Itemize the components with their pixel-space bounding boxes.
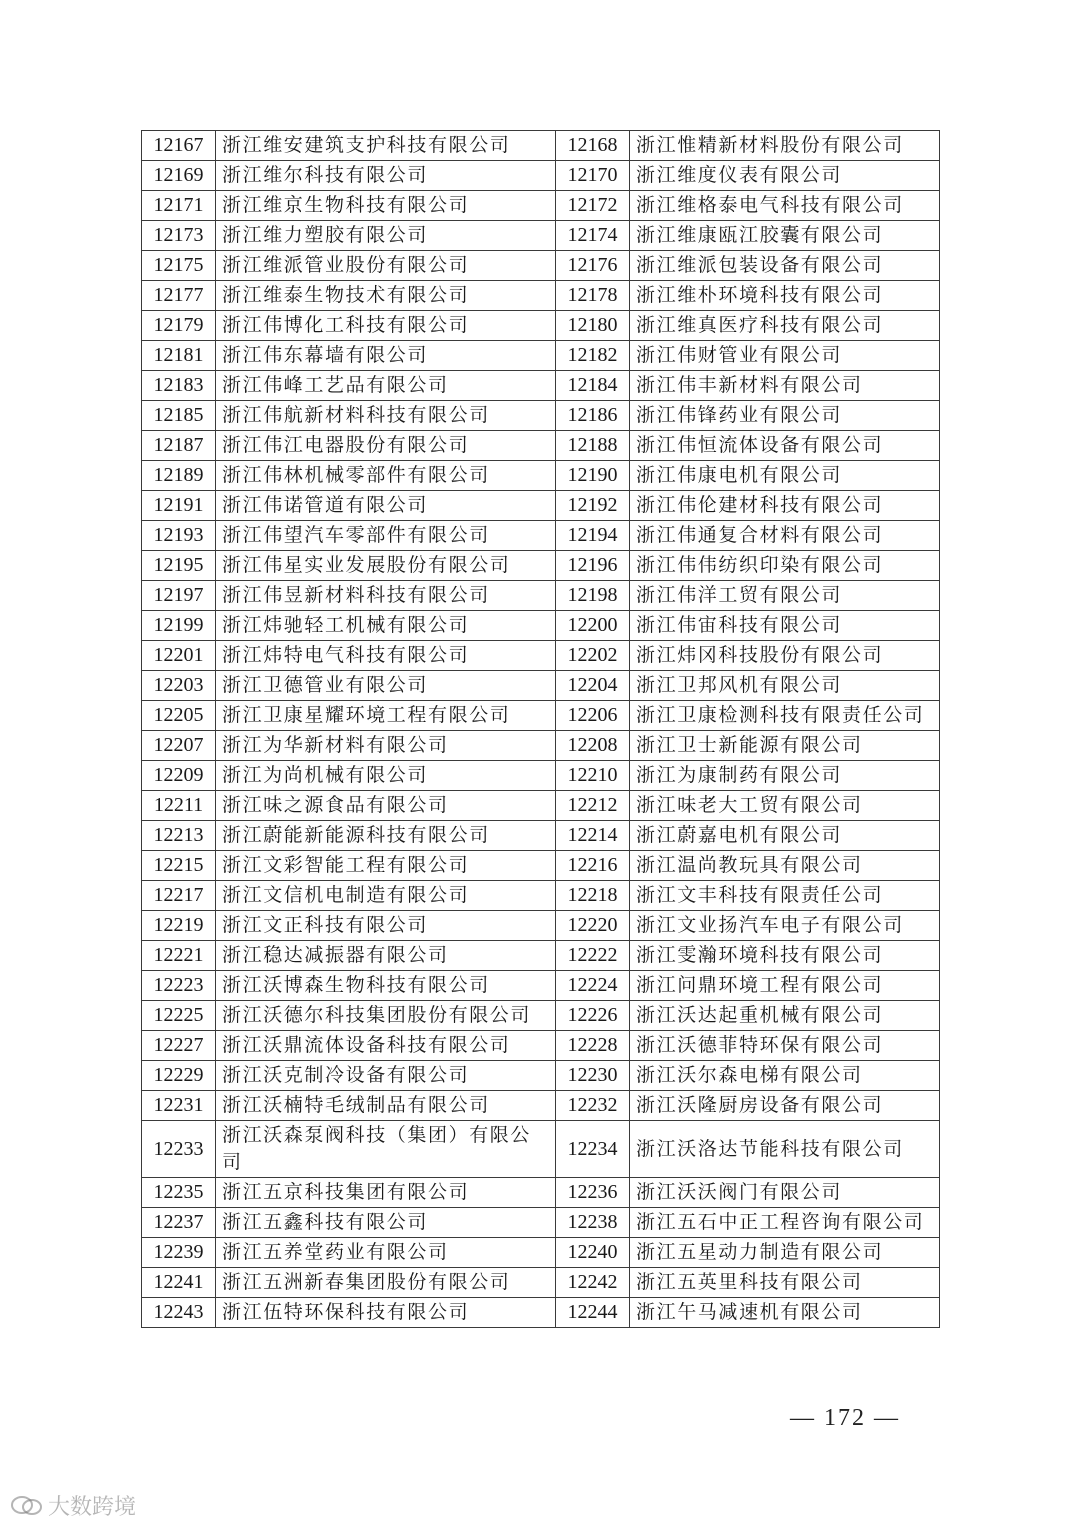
company-number-cell: 12217 bbox=[142, 881, 216, 911]
table-row bbox=[142, 461, 940, 491]
company-number-cell: 12195 bbox=[142, 551, 216, 581]
table-row bbox=[142, 641, 940, 671]
company-name-cell: 浙江雯瀚环境科技有限公司 bbox=[630, 941, 940, 971]
company-name-cell: 浙江沃尔森电梯有限公司 bbox=[630, 1061, 940, 1091]
company-name-cell: 浙江蔚能新能源科技有限公司 bbox=[216, 821, 556, 851]
company-number-cell: 12221 bbox=[142, 941, 216, 971]
company-number-cell: 12168 bbox=[556, 131, 630, 161]
table-row bbox=[142, 761, 940, 791]
company-name-cell: 浙江维安建筑支护科技有限公司 bbox=[216, 131, 556, 161]
table-row bbox=[142, 611, 940, 641]
company-number-cell: 12204 bbox=[556, 671, 630, 701]
company-number-cell: 12201 bbox=[142, 641, 216, 671]
company-number-cell: 12206 bbox=[556, 701, 630, 731]
company-number-cell: 12230 bbox=[556, 1061, 630, 1091]
company-number-cell: 12239 bbox=[142, 1238, 216, 1268]
company-name-cell: 浙江沃隆厨房设备有限公司 bbox=[630, 1091, 940, 1121]
table-row bbox=[142, 311, 940, 341]
company-name-cell: 浙江维力塑胶有限公司 bbox=[216, 221, 556, 251]
company-name-cell: 浙江文信机电制造有限公司 bbox=[216, 881, 556, 911]
table-row bbox=[142, 791, 940, 821]
company-number-cell: 12208 bbox=[556, 731, 630, 761]
company-name-cell: 浙江文正科技有限公司 bbox=[216, 911, 556, 941]
table-body bbox=[142, 131, 940, 1328]
company-number-cell: 12242 bbox=[556, 1268, 630, 1298]
company-name-cell: 浙江味老大工贸有限公司 bbox=[630, 791, 940, 821]
table-row bbox=[142, 521, 940, 551]
company-number-cell: 12225 bbox=[142, 1001, 216, 1031]
company-name-cell: 浙江炜冈科技股份有限公司 bbox=[630, 641, 940, 671]
company-number-cell: 12212 bbox=[556, 791, 630, 821]
company-number-cell: 12226 bbox=[556, 1001, 630, 1031]
company-number-cell: 12218 bbox=[556, 881, 630, 911]
company-number-cell: 12175 bbox=[142, 251, 216, 281]
company-number-cell: 12222 bbox=[556, 941, 630, 971]
company-name-cell: 浙江维派包装设备有限公司 bbox=[630, 251, 940, 281]
company-number-cell: 12228 bbox=[556, 1031, 630, 1061]
table-row bbox=[142, 941, 940, 971]
company-number-cell: 12174 bbox=[556, 221, 630, 251]
company-name-cell: 浙江蔚嘉电机有限公司 bbox=[630, 821, 940, 851]
company-name-cell: 浙江卫士新能源有限公司 bbox=[630, 731, 940, 761]
company-list-table bbox=[141, 130, 940, 1328]
company-number-cell: 12198 bbox=[556, 581, 630, 611]
table-row bbox=[142, 1238, 940, 1268]
company-name-cell: 浙江五星动力制造有限公司 bbox=[630, 1238, 940, 1268]
company-name-cell: 浙江伟航新材料科技有限公司 bbox=[216, 401, 556, 431]
company-number-cell: 12189 bbox=[142, 461, 216, 491]
table-row bbox=[142, 1178, 940, 1208]
company-number-cell: 12197 bbox=[142, 581, 216, 611]
table-row bbox=[142, 1061, 940, 1091]
table-row bbox=[142, 371, 940, 401]
table-row bbox=[142, 131, 940, 161]
company-name-cell: 浙江沃德尔科技集团股份有限公司 bbox=[216, 1001, 556, 1031]
company-number-cell: 12194 bbox=[556, 521, 630, 551]
company-name-cell: 浙江五石中正工程咨询有限公司 bbox=[630, 1208, 940, 1238]
company-name-cell: 浙江为尚机械有限公司 bbox=[216, 761, 556, 791]
company-number-cell: 12191 bbox=[142, 491, 216, 521]
company-name-cell: 浙江维泰生物技术有限公司 bbox=[216, 281, 556, 311]
company-number-cell: 12236 bbox=[556, 1178, 630, 1208]
table-row bbox=[142, 341, 940, 371]
company-name-cell: 浙江伟恒流体设备有限公司 bbox=[630, 431, 940, 461]
company-name-cell: 浙江伟康电机有限公司 bbox=[630, 461, 940, 491]
company-number-cell: 12185 bbox=[142, 401, 216, 431]
company-name-cell: 浙江五英里科技有限公司 bbox=[630, 1268, 940, 1298]
company-name-cell: 浙江五养堂药业有限公司 bbox=[216, 1238, 556, 1268]
company-number-cell: 12182 bbox=[556, 341, 630, 371]
company-name-cell: 浙江文丰科技有限责任公司 bbox=[630, 881, 940, 911]
company-number-cell: 12190 bbox=[556, 461, 630, 491]
company-name-cell: 浙江伟伦建材科技有限公司 bbox=[630, 491, 940, 521]
company-name-cell: 浙江炜驰轻工机械有限公司 bbox=[216, 611, 556, 641]
table-row bbox=[142, 251, 940, 281]
company-number-cell: 12224 bbox=[556, 971, 630, 1001]
company-number-cell: 12186 bbox=[556, 401, 630, 431]
table-row bbox=[142, 881, 940, 911]
table-row bbox=[142, 911, 940, 941]
company-number-cell: 12202 bbox=[556, 641, 630, 671]
company-name-cell: 浙江沃洛达节能科技有限公司 bbox=[630, 1121, 940, 1178]
company-name-cell: 浙江温尚教玩具有限公司 bbox=[630, 851, 940, 881]
company-number-cell: 12169 bbox=[142, 161, 216, 191]
company-name-cell: 浙江伟宙科技有限公司 bbox=[630, 611, 940, 641]
company-number-cell: 12220 bbox=[556, 911, 630, 941]
company-name-cell: 浙江伟通复合材料有限公司 bbox=[630, 521, 940, 551]
table-row bbox=[142, 551, 940, 581]
company-number-cell: 12171 bbox=[142, 191, 216, 221]
company-name-cell: 浙江卫康检测科技有限责任公司 bbox=[630, 701, 940, 731]
company-name-cell: 浙江伟伟纺织印染有限公司 bbox=[630, 551, 940, 581]
company-number-cell: 12235 bbox=[142, 1178, 216, 1208]
company-number-cell: 12203 bbox=[142, 671, 216, 701]
company-name-cell: 浙江稳达减振器有限公司 bbox=[216, 941, 556, 971]
company-name-cell: 浙江伟昱新材料科技有限公司 bbox=[216, 581, 556, 611]
table-row bbox=[142, 731, 940, 761]
company-number-cell: 12178 bbox=[556, 281, 630, 311]
company-name-cell: 浙江伟东幕墙有限公司 bbox=[216, 341, 556, 371]
company-name-cell: 浙江文业扬汽车电子有限公司 bbox=[630, 911, 940, 941]
company-number-cell: 12244 bbox=[556, 1298, 630, 1328]
table-row bbox=[142, 701, 940, 731]
table-row bbox=[142, 491, 940, 521]
company-number-cell: 12173 bbox=[142, 221, 216, 251]
company-name-cell: 浙江伟锋药业有限公司 bbox=[630, 401, 940, 431]
page-number: — 172 — bbox=[790, 1405, 900, 1431]
table-row bbox=[142, 281, 940, 311]
company-number-cell: 12209 bbox=[142, 761, 216, 791]
table-row bbox=[142, 851, 940, 881]
company-name-cell: 浙江卫德管业有限公司 bbox=[216, 671, 556, 701]
company-name-cell: 浙江沃博森生物科技有限公司 bbox=[216, 971, 556, 1001]
company-name-cell: 浙江维格泰电气科技有限公司 bbox=[630, 191, 940, 221]
company-name-cell: 浙江伟江电器股份有限公司 bbox=[216, 431, 556, 461]
company-number-cell: 12181 bbox=[142, 341, 216, 371]
company-name-cell: 浙江惟精新材料股份有限公司 bbox=[630, 131, 940, 161]
watermark bbox=[10, 1490, 136, 1521]
company-number-cell: 12213 bbox=[142, 821, 216, 851]
company-name-cell: 浙江沃克制冷设备有限公司 bbox=[216, 1061, 556, 1091]
company-number-cell: 12211 bbox=[142, 791, 216, 821]
company-number-cell: 12233 bbox=[142, 1121, 216, 1178]
table-row bbox=[142, 1001, 940, 1031]
company-number-cell: 12237 bbox=[142, 1208, 216, 1238]
company-name-cell: 浙江五鑫科技有限公司 bbox=[216, 1208, 556, 1238]
table-row bbox=[142, 401, 940, 431]
company-name-cell: 浙江伟财管业有限公司 bbox=[630, 341, 940, 371]
table-row bbox=[142, 1268, 940, 1298]
company-number-cell: 12179 bbox=[142, 311, 216, 341]
company-number-cell: 12167 bbox=[142, 131, 216, 161]
company-number-cell: 12216 bbox=[556, 851, 630, 881]
company-name-cell: 浙江维派管业股份有限公司 bbox=[216, 251, 556, 281]
company-name-cell: 浙江五京科技集团有限公司 bbox=[216, 1178, 556, 1208]
company-name-cell: 浙江卫康星耀环境工程有限公司 bbox=[216, 701, 556, 731]
table-row bbox=[142, 971, 940, 1001]
table-row bbox=[142, 1208, 940, 1238]
company-number-cell: 12205 bbox=[142, 701, 216, 731]
company-name-cell: 浙江维尔科技有限公司 bbox=[216, 161, 556, 191]
company-name-cell: 浙江沃鼎流体设备科技有限公司 bbox=[216, 1031, 556, 1061]
company-name-cell: 浙江午马减速机有限公司 bbox=[630, 1298, 940, 1328]
company-number-cell: 12238 bbox=[556, 1208, 630, 1238]
company-number-cell: 12243 bbox=[142, 1298, 216, 1328]
company-number-cell: 12187 bbox=[142, 431, 216, 461]
company-name-cell: 浙江问鼎环境工程有限公司 bbox=[630, 971, 940, 1001]
company-name-cell: 浙江伟丰新材料有限公司 bbox=[630, 371, 940, 401]
company-name-cell: 浙江沃德菲特环保有限公司 bbox=[630, 1031, 940, 1061]
company-number-cell: 12184 bbox=[556, 371, 630, 401]
company-number-cell: 12229 bbox=[142, 1061, 216, 1091]
company-number-cell: 12177 bbox=[142, 281, 216, 311]
company-name-cell: 浙江维朴环境科技有限公司 bbox=[630, 281, 940, 311]
company-name-cell: 浙江伟洋工贸有限公司 bbox=[630, 581, 940, 611]
company-number-cell: 12176 bbox=[556, 251, 630, 281]
company-number-cell: 12193 bbox=[142, 521, 216, 551]
table-row bbox=[142, 191, 940, 221]
company-number-cell: 12240 bbox=[556, 1238, 630, 1268]
table-row bbox=[142, 1091, 940, 1121]
company-name-cell: 浙江伟星实业发展股份有限公司 bbox=[216, 551, 556, 581]
company-number-cell: 12199 bbox=[142, 611, 216, 641]
company-number-cell: 12200 bbox=[556, 611, 630, 641]
table-row bbox=[142, 221, 940, 251]
company-name-cell: 浙江味之源食品有限公司 bbox=[216, 791, 556, 821]
company-number-cell: 12214 bbox=[556, 821, 630, 851]
company-number-cell: 12215 bbox=[142, 851, 216, 881]
company-name-cell: 浙江维度仪表有限公司 bbox=[630, 161, 940, 191]
company-number-cell: 12234 bbox=[556, 1121, 630, 1178]
company-name-cell: 浙江为康制药有限公司 bbox=[630, 761, 940, 791]
table-row bbox=[142, 1121, 940, 1178]
company-number-cell: 12241 bbox=[142, 1268, 216, 1298]
company-name-cell: 浙江沃楠特毛绒制品有限公司 bbox=[216, 1091, 556, 1121]
chat-bubble-icon bbox=[10, 1495, 44, 1517]
company-name-cell: 浙江伟林机械零部件有限公司 bbox=[216, 461, 556, 491]
company-number-cell: 12188 bbox=[556, 431, 630, 461]
table-row bbox=[142, 671, 940, 701]
company-number-cell: 12231 bbox=[142, 1091, 216, 1121]
company-name-cell: 浙江沃沃阀门有限公司 bbox=[630, 1178, 940, 1208]
watermark-text: 大数跨境 bbox=[48, 1495, 137, 1520]
company-number-cell: 12207 bbox=[142, 731, 216, 761]
company-number-cell: 12172 bbox=[556, 191, 630, 221]
company-name-cell: 浙江维京生物科技有限公司 bbox=[216, 191, 556, 221]
company-name-cell: 浙江炜特电气科技有限公司 bbox=[216, 641, 556, 671]
company-number-cell: 12227 bbox=[142, 1031, 216, 1061]
company-name-cell: 浙江伟博化工科技有限公司 bbox=[216, 311, 556, 341]
company-number-cell: 12219 bbox=[142, 911, 216, 941]
company-name-cell: 浙江沃森泵阀科技（集团）有限公司 bbox=[216, 1121, 556, 1178]
company-name-cell: 浙江为华新材料有限公司 bbox=[216, 731, 556, 761]
table-row bbox=[142, 1031, 940, 1061]
company-name-cell: 浙江维真医疗科技有限公司 bbox=[630, 311, 940, 341]
company-number-cell: 12196 bbox=[556, 551, 630, 581]
company-name-cell: 浙江伟望汽车零部件有限公司 bbox=[216, 521, 556, 551]
company-name-cell: 浙江文彩智能工程有限公司 bbox=[216, 851, 556, 881]
company-number-cell: 12232 bbox=[556, 1091, 630, 1121]
company-name-cell: 浙江沃达起重机械有限公司 bbox=[630, 1001, 940, 1031]
company-name-cell: 浙江维康瓯江胶囊有限公司 bbox=[630, 221, 940, 251]
company-name-cell: 浙江五洲新春集团股份有限公司 bbox=[216, 1268, 556, 1298]
table-row bbox=[142, 821, 940, 851]
company-number-cell: 12183 bbox=[142, 371, 216, 401]
table-row bbox=[142, 581, 940, 611]
company-number-cell: 12170 bbox=[556, 161, 630, 191]
company-name-cell: 浙江伟诺管道有限公司 bbox=[216, 491, 556, 521]
company-number-cell: 12192 bbox=[556, 491, 630, 521]
company-name-cell: 浙江伟峰工艺品有限公司 bbox=[216, 371, 556, 401]
company-name-cell: 浙江卫邦风机有限公司 bbox=[630, 671, 940, 701]
company-number-cell: 12180 bbox=[556, 311, 630, 341]
company-name-cell: 浙江伍特环保科技有限公司 bbox=[216, 1298, 556, 1328]
company-number-cell: 12210 bbox=[556, 761, 630, 791]
table-row bbox=[142, 431, 940, 461]
table-row bbox=[142, 1298, 940, 1328]
table-row bbox=[142, 161, 940, 191]
company-number-cell: 12223 bbox=[142, 971, 216, 1001]
